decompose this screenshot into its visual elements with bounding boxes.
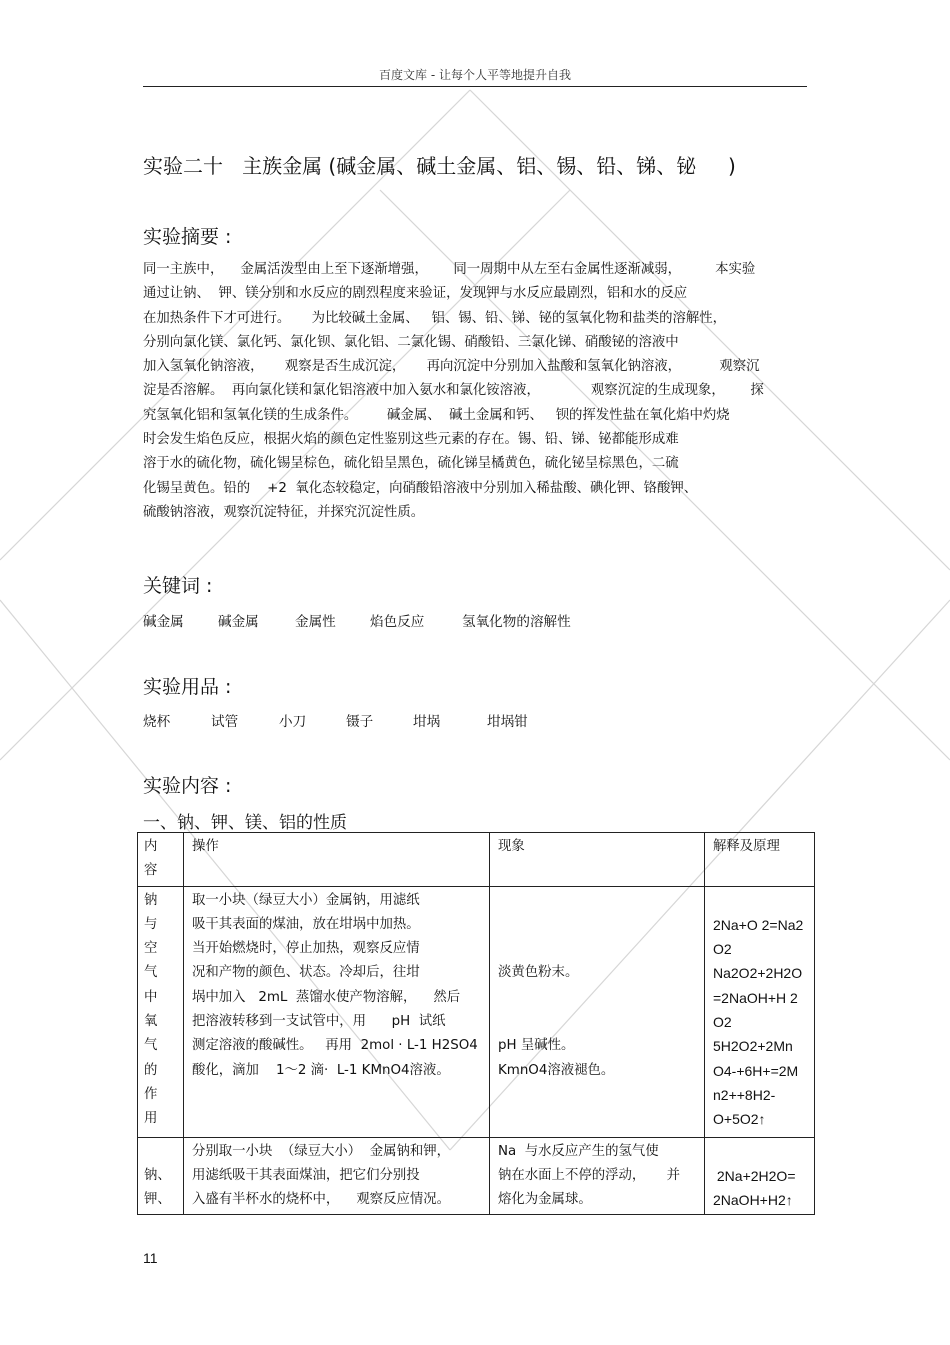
supplies-heading: 实验用品 : [143, 676, 232, 698]
keyword-item: 氢氧化物的溶解性 [462, 614, 571, 630]
supply-item: 镊子 [346, 714, 374, 730]
explanation-cell: 2Na+O 2=Na2 O2 Na2O2+2H2O =2NaOH+H 2 O2 5H2O2+2Mn O4-+6H+=2M n2++8H2- O+5O2↑ [705, 886, 815, 1137]
keyword-item: 碱金属 [143, 614, 184, 630]
abstract-line: 分别向氯化镁、氯化钙、氯化钡、氯化铝、二氯化锡、硝酸铅、三氯化锑、硝酸铋的溶液中 [143, 334, 679, 350]
header-cell: 内 容 [138, 833, 184, 887]
content-cell: 钠、 钾、 [138, 1137, 184, 1215]
keywords-heading: 关键词 : [143, 575, 213, 597]
keyword-item: 焰色反应 [370, 614, 425, 630]
abstract-line: 时会发生焰色反应，根据火焰的颜色定性鉴别这些元素的存在。锡、铅、锑、铋都能形成难 [143, 432, 679, 448]
abstract-line: 在加热条件下才可进行。 为比较碱土金属、 铝、锡、铅、锑、铋的氢氧化物和盐类的溶解性， [143, 310, 727, 326]
supply-item: 小刀 [279, 714, 307, 730]
header-cell: 现象 [490, 833, 705, 887]
operation-cell: 取一小块（绿豆大小）金属钠，用滤纸 吸干其表面的煤油，放在坩埚中加热。 当开始燃烧时，停止加热，观察反应情 况和产物的颜色、状态。冷却后，往坩 埚中加入 2mL 蒸馏水使产物溶解， 然后 把溶液转移到一支试管中，用 pH 试纸 测定溶液的酸碱性。 再用 2mol · L-1 H2SO4 酸化，滴加 1～2 滴· L-1 KMnO4溶液。 [184, 886, 490, 1137]
page-number: 11 [143, 1250, 158, 1266]
phenomena-cell: Na 与水反应产生的氢气使 钠在水面上不停的浮动， 并 熔化为金属球。 [490, 1137, 705, 1215]
abstract-line: 同一主族中， 金属活泼型由上至下逐渐增强， 同一周期中从左至右金属性逐渐减弱， 本实验 [143, 262, 756, 277]
keyword-item: 金属性 [295, 614, 336, 630]
abstract-line: 通过让钠、 钾、镁分别和水反应的剧烈程度来验证，发现钾与水反应最剧烈，铝和水的反应 [143, 286, 688, 302]
supply-item: 试管 [211, 714, 239, 730]
properties-table [137, 832, 815, 1215]
operation-cell: 分别取一小块 （绿豆大小） 金属钠和钾， 用滤纸吸干其表面煤油，把它们分别投 入盛有半杯水的烧杯中， 观察反应情况。 [184, 1137, 490, 1215]
supply-item: 坩埚钳 [487, 714, 528, 730]
header-cell: 操作 [184, 833, 490, 887]
phenomena-cell: 淡黄色粉末。 pH 呈碱性。 KmnO4溶液褪色。 [490, 886, 705, 1137]
abstract-body [143, 258, 764, 525]
abstract-line: 淀是否溶解。 再向氯化镁和氯化铝溶液中加入氨水和氯化铵溶液， 观察沉淀的生成现象， 探 [143, 383, 764, 399]
table-row [138, 1137, 815, 1215]
abstract-line: 究氢氧化铝和氢氧化镁的生成条件。 碱金属、 碱土金属和钙、 钡的挥发性盐在氧化焰中灼烧 [143, 407, 730, 423]
abstract-heading: 实验摘要 : [143, 226, 232, 248]
section-heading: 一、钠、钾、镁、铝的性质 [143, 813, 347, 833]
header-divider [143, 86, 807, 87]
table-header-row [138, 833, 815, 887]
abstract-line: 硫酸钠溶液，观察沉淀特征，并探究沉淀性质。 [143, 504, 425, 520]
supply-item: 坩埚 [413, 714, 441, 730]
content-heading: 实验内容 : [143, 775, 232, 797]
header-cell: 解释及原理 [705, 833, 815, 887]
page-header: 百度文库 - 让每个人平等地提升自我 [379, 68, 571, 82]
content-cell: 钠 与 空 气 中 氧 气 的 作 用 [138, 886, 184, 1137]
keyword-item: 碱金属 [218, 614, 259, 630]
document-title: 实验二十 主族金属 (碱金属、碱土金属、铝、锡、铅、锑、铋 ) [143, 154, 736, 178]
abstract-line: 加入氢氧化钠溶液， 观察是否生成沉淀， 再向沉淀中分别加入盐酸和氢氧化钠溶液， 观察沉 [143, 359, 760, 375]
table-row [138, 886, 815, 1137]
abstract-line: 化锡呈黄色。铅的 +2 氧化态较稳定，向硝酸铅溶液中分别加入稀盐酸、碘化钾、铬酸钾、 [143, 480, 698, 496]
supply-item: 烧杯 [143, 714, 171, 730]
abstract-line: 溶于水的硫化物，硫化锡呈棕色，硫化铅呈黑色，硫化锑呈橘黄色，硫化铋呈棕黑色，二硫 [143, 456, 679, 472]
explanation-cell: 2Na+2H2O= 2NaOH+H2↑ [705, 1137, 815, 1215]
